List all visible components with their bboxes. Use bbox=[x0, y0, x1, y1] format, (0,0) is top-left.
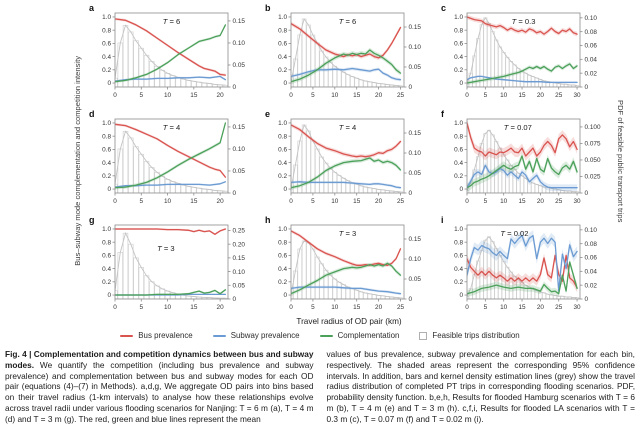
svg-text:0.6: 0.6 bbox=[278, 146, 287, 154]
svg-text:20: 20 bbox=[375, 92, 383, 99]
y-axis-left bbox=[278, 14, 291, 87]
svg-text:0.05: 0.05 bbox=[232, 282, 245, 290]
svg-text:0.6: 0.6 bbox=[454, 146, 463, 154]
svg-text:0: 0 bbox=[465, 92, 469, 99]
panel-letter: g bbox=[89, 215, 95, 225]
svg-text:10: 10 bbox=[331, 304, 339, 311]
x-axis-label: Travel radius of OD pair (km) bbox=[296, 317, 402, 326]
panel-t-label: T = 4 bbox=[338, 123, 357, 132]
svg-text:5: 5 bbox=[311, 198, 315, 205]
svg-text:1.0: 1.0 bbox=[454, 14, 463, 22]
panel-h bbox=[261, 214, 437, 320]
svg-text:0: 0 bbox=[408, 190, 413, 198]
svg-text:0: 0 bbox=[232, 84, 237, 92]
svg-text:1.0: 1.0 bbox=[454, 120, 463, 128]
svg-text:0: 0 bbox=[113, 198, 117, 205]
svg-text:0.8: 0.8 bbox=[278, 239, 287, 247]
y-axis-left bbox=[454, 120, 467, 193]
y-axis-label-right: PDF of feasible public transport trips bbox=[616, 99, 625, 223]
svg-text:10: 10 bbox=[500, 304, 508, 311]
svg-text:15: 15 bbox=[353, 304, 361, 311]
panel-c-chart bbox=[437, 2, 613, 108]
svg-text:20: 20 bbox=[216, 304, 224, 311]
y-axis-left bbox=[278, 120, 291, 193]
y-axis-left bbox=[102, 120, 115, 193]
svg-text:25: 25 bbox=[396, 198, 405, 205]
svg-text:5: 5 bbox=[311, 92, 315, 99]
svg-text:1.0: 1.0 bbox=[102, 226, 111, 234]
svg-text:1.0: 1.0 bbox=[454, 226, 463, 234]
x-axis bbox=[113, 87, 224, 99]
svg-text:15: 15 bbox=[190, 304, 198, 311]
svg-text:0.075: 0.075 bbox=[584, 140, 601, 148]
svg-text:0: 0 bbox=[459, 80, 463, 88]
panel-d bbox=[85, 108, 261, 214]
svg-text:0: 0 bbox=[465, 304, 469, 311]
panel-b bbox=[261, 2, 437, 108]
svg-text:0.10: 0.10 bbox=[232, 268, 245, 276]
x-axis bbox=[113, 299, 224, 311]
svg-text:1.0: 1.0 bbox=[278, 14, 287, 22]
svg-text:15: 15 bbox=[190, 92, 198, 99]
svg-text:0: 0 bbox=[465, 198, 469, 205]
y-axis-right bbox=[580, 227, 597, 303]
svg-text:0.4: 0.4 bbox=[278, 159, 287, 167]
svg-text:10: 10 bbox=[164, 92, 172, 99]
svg-text:0: 0 bbox=[283, 292, 287, 300]
panel-c bbox=[437, 2, 613, 108]
legend-line-swatch bbox=[120, 335, 133, 337]
svg-text:15: 15 bbox=[518, 198, 526, 205]
svg-text:0.8: 0.8 bbox=[278, 133, 287, 141]
svg-text:0: 0 bbox=[584, 84, 589, 92]
panel-letter: b bbox=[265, 3, 271, 13]
svg-text:5: 5 bbox=[139, 304, 144, 311]
svg-text:0: 0 bbox=[289, 198, 293, 205]
panel-t-label: T = 3 bbox=[338, 229, 357, 238]
svg-text:0.05: 0.05 bbox=[408, 276, 421, 284]
svg-text:0.2: 0.2 bbox=[454, 67, 463, 75]
svg-text:0.4: 0.4 bbox=[454, 159, 463, 167]
svg-text:0.8: 0.8 bbox=[102, 239, 111, 247]
svg-text:20: 20 bbox=[375, 304, 383, 311]
svg-text:5: 5 bbox=[311, 304, 315, 311]
svg-text:30: 30 bbox=[573, 92, 581, 99]
svg-text:0.8: 0.8 bbox=[102, 27, 111, 35]
svg-text:0.25: 0.25 bbox=[232, 227, 245, 235]
svg-text:5: 5 bbox=[139, 92, 144, 99]
complementation-line bbox=[115, 123, 225, 188]
y-axis-left bbox=[454, 226, 467, 299]
svg-text:5: 5 bbox=[483, 92, 488, 99]
svg-text:0.15: 0.15 bbox=[408, 24, 421, 32]
svg-text:0.4: 0.4 bbox=[278, 53, 287, 61]
svg-text:0: 0 bbox=[107, 186, 111, 194]
svg-text:0.8: 0.8 bbox=[454, 239, 463, 247]
svg-text:0.6: 0.6 bbox=[278, 40, 287, 48]
svg-text:0: 0 bbox=[283, 186, 287, 194]
chart-zone bbox=[70, 2, 640, 320]
svg-text:0.2: 0.2 bbox=[278, 67, 287, 75]
figure4 bbox=[0, 2, 640, 442]
panel-t-label: T = 6 bbox=[338, 17, 357, 26]
svg-text:0: 0 bbox=[408, 296, 413, 304]
panel-t-label: T = 0.07 bbox=[503, 123, 532, 132]
panel-e-chart bbox=[261, 108, 437, 214]
svg-text:10: 10 bbox=[164, 304, 172, 311]
panel-b-chart bbox=[261, 2, 437, 108]
svg-text:15: 15 bbox=[190, 198, 198, 205]
panel-g bbox=[85, 214, 261, 320]
svg-text:0.05: 0.05 bbox=[408, 64, 421, 72]
svg-text:0.15: 0.15 bbox=[232, 255, 245, 263]
y-axis-left bbox=[102, 226, 115, 299]
svg-text:10: 10 bbox=[500, 198, 508, 205]
svg-text:0.2: 0.2 bbox=[278, 279, 287, 287]
svg-text:0.8: 0.8 bbox=[454, 27, 463, 35]
panel-letter: e bbox=[265, 109, 271, 119]
svg-text:10: 10 bbox=[331, 198, 339, 205]
legend-item-subway-prevalence bbox=[213, 331, 300, 340]
panel-g-chart bbox=[85, 214, 261, 320]
svg-text:25: 25 bbox=[555, 92, 563, 99]
svg-text:0.10: 0.10 bbox=[584, 15, 597, 23]
x-axis bbox=[465, 193, 581, 205]
svg-text:20: 20 bbox=[375, 198, 383, 205]
svg-text:0: 0 bbox=[584, 296, 589, 304]
svg-text:0: 0 bbox=[283, 80, 287, 88]
svg-text:0.15: 0.15 bbox=[232, 18, 245, 26]
legend-item-feasible-trips-distribution bbox=[419, 331, 519, 340]
y-axis-right bbox=[228, 228, 245, 304]
svg-text:15: 15 bbox=[518, 304, 526, 311]
svg-text:0: 0 bbox=[113, 92, 117, 99]
svg-text:0.8: 0.8 bbox=[278, 27, 287, 35]
svg-text:5: 5 bbox=[483, 304, 488, 311]
svg-text:5: 5 bbox=[483, 198, 488, 205]
svg-text:0.8: 0.8 bbox=[102, 133, 111, 141]
svg-text:20: 20 bbox=[536, 92, 544, 99]
svg-text:0.05: 0.05 bbox=[232, 62, 245, 70]
svg-text:0.15: 0.15 bbox=[408, 236, 421, 244]
kde-line bbox=[115, 233, 225, 298]
legend-item-bus-prevalence bbox=[120, 331, 192, 340]
svg-text:0.2: 0.2 bbox=[454, 279, 463, 287]
legend-label: Complementation bbox=[337, 331, 400, 340]
legend-label: Bus prevalence bbox=[138, 331, 193, 340]
svg-text:0: 0 bbox=[289, 92, 293, 99]
svg-text:0.10: 0.10 bbox=[584, 227, 597, 235]
panel-t-label: T = 6 bbox=[162, 17, 181, 26]
bus-prevalence-line bbox=[115, 19, 225, 75]
panel-e bbox=[261, 108, 437, 214]
svg-text:0.4: 0.4 bbox=[454, 265, 463, 273]
panel-h-chart bbox=[261, 214, 437, 320]
y-axis-left bbox=[278, 226, 291, 299]
x-axis bbox=[289, 299, 404, 311]
y-axis-left bbox=[454, 14, 467, 87]
svg-text:0: 0 bbox=[107, 80, 111, 88]
svg-text:0.20: 0.20 bbox=[232, 241, 245, 249]
svg-text:0.02: 0.02 bbox=[584, 70, 597, 78]
svg-text:20: 20 bbox=[216, 92, 224, 99]
panel-t-label: T = 0.3 bbox=[511, 17, 536, 26]
svg-text:5: 5 bbox=[139, 198, 144, 205]
panel-letter: a bbox=[89, 3, 95, 13]
legend-label: Subway prevalence bbox=[230, 331, 300, 340]
svg-text:0.2: 0.2 bbox=[102, 173, 111, 181]
panel-letter: c bbox=[441, 3, 447, 13]
legend bbox=[0, 331, 640, 340]
svg-text:1.0: 1.0 bbox=[278, 120, 287, 128]
svg-text:0.4: 0.4 bbox=[102, 159, 111, 167]
y-axis-left bbox=[102, 14, 115, 87]
svg-text:0.6: 0.6 bbox=[278, 252, 287, 260]
svg-text:10: 10 bbox=[500, 92, 508, 99]
panel-grid bbox=[85, 2, 613, 320]
svg-text:0: 0 bbox=[289, 304, 293, 311]
svg-text:0.2: 0.2 bbox=[102, 67, 111, 75]
panel-t-label: T = 3 bbox=[157, 244, 175, 253]
panel-a-chart bbox=[85, 2, 261, 108]
svg-text:0.6: 0.6 bbox=[102, 146, 111, 154]
svg-text:0.6: 0.6 bbox=[102, 252, 111, 260]
svg-text:10: 10 bbox=[331, 92, 339, 99]
svg-text:0: 0 bbox=[459, 186, 463, 194]
svg-text:0.4: 0.4 bbox=[102, 265, 111, 273]
x-axis bbox=[289, 87, 404, 99]
x-axis bbox=[465, 87, 581, 99]
svg-text:0.025: 0.025 bbox=[584, 173, 601, 181]
caption-left-text: We quantify the competition (including bus prevalence and subway prevalence) and complementation between bus and subway modes for each OD pair (equations (4)–(7) in Methods). a,d,g, We aggregate OD pairs into bins based on their travel radius (1-km intervals) to analyse how these relationships evolve across travel radii under various flooding scenarios for Nanjing: T = 6 m (a), T = 4 m (d) and T = 3 m (g). The red, green and blue lines represent the mean bbox=[5, 359, 314, 424]
x-axis bbox=[113, 193, 224, 205]
svg-text:0.050: 0.050 bbox=[584, 157, 601, 165]
svg-text:0.10: 0.10 bbox=[232, 146, 245, 154]
svg-text:0: 0 bbox=[113, 304, 117, 311]
svg-text:0: 0 bbox=[408, 84, 413, 92]
svg-text:30: 30 bbox=[573, 198, 581, 205]
svg-text:0.4: 0.4 bbox=[278, 265, 287, 273]
panel-a bbox=[85, 2, 261, 108]
legend-box-swatch bbox=[419, 332, 427, 340]
y-axis-right bbox=[404, 236, 421, 303]
panel-letter: h bbox=[265, 215, 271, 225]
svg-text:15: 15 bbox=[353, 198, 361, 205]
svg-text:20: 20 bbox=[216, 198, 224, 205]
svg-text:0: 0 bbox=[232, 296, 237, 304]
svg-text:0.10: 0.10 bbox=[232, 40, 245, 48]
panel-t-label: T = 0.02 bbox=[500, 229, 529, 238]
svg-text:1.0: 1.0 bbox=[102, 120, 111, 128]
svg-text:0.4: 0.4 bbox=[454, 53, 463, 61]
svg-text:0.05: 0.05 bbox=[232, 168, 245, 176]
svg-text:25: 25 bbox=[396, 92, 405, 99]
y-axis-right bbox=[580, 15, 597, 91]
svg-text:0.10: 0.10 bbox=[408, 150, 421, 158]
y-axis-label-left-wrap bbox=[70, 2, 85, 320]
svg-text:0.10: 0.10 bbox=[408, 44, 421, 52]
legend-item-complementation bbox=[320, 331, 400, 340]
legend-line-swatch bbox=[320, 335, 333, 337]
y-axis-right bbox=[404, 24, 421, 91]
svg-text:0: 0 bbox=[459, 292, 463, 300]
svg-text:0.2: 0.2 bbox=[102, 279, 111, 287]
panel-letter: i bbox=[441, 215, 444, 225]
y-axis-right bbox=[228, 124, 245, 197]
panel-f-chart bbox=[437, 108, 613, 214]
caption-left-column bbox=[5, 349, 314, 424]
svg-text:0.05: 0.05 bbox=[408, 170, 421, 178]
svg-text:0.4: 0.4 bbox=[102, 53, 111, 61]
svg-text:0.06: 0.06 bbox=[584, 254, 597, 262]
svg-text:0.08: 0.08 bbox=[584, 28, 597, 36]
y-axis-right bbox=[404, 130, 421, 197]
svg-text:0.100: 0.100 bbox=[584, 124, 601, 132]
x-axis bbox=[465, 299, 581, 311]
svg-text:0: 0 bbox=[232, 190, 237, 198]
svg-text:0.15: 0.15 bbox=[232, 124, 245, 132]
svg-text:0.06: 0.06 bbox=[584, 42, 597, 50]
panel-i-chart bbox=[437, 214, 613, 320]
svg-text:0.02: 0.02 bbox=[584, 282, 597, 290]
panel-letter: d bbox=[89, 109, 95, 119]
svg-text:0.2: 0.2 bbox=[278, 173, 287, 181]
svg-text:0.04: 0.04 bbox=[584, 268, 597, 276]
svg-text:30: 30 bbox=[573, 304, 581, 311]
svg-text:0.6: 0.6 bbox=[454, 40, 463, 48]
caption bbox=[0, 349, 640, 424]
svg-text:10: 10 bbox=[164, 198, 172, 205]
svg-text:1.0: 1.0 bbox=[278, 226, 287, 234]
svg-text:25: 25 bbox=[555, 304, 563, 311]
svg-text:15: 15 bbox=[353, 92, 361, 99]
svg-text:0.2: 0.2 bbox=[454, 173, 463, 181]
svg-text:15: 15 bbox=[518, 92, 526, 99]
svg-text:1.0: 1.0 bbox=[102, 14, 111, 22]
svg-text:0.04: 0.04 bbox=[584, 56, 597, 64]
caption-title: Fig. 4 | Complementation and competition dynamics between bus and subway modes. bbox=[5, 349, 314, 370]
y-axis-label-right-wrap bbox=[613, 2, 628, 320]
svg-text:20: 20 bbox=[536, 304, 544, 311]
legend-label: Feasible trips distribution bbox=[432, 331, 520, 340]
svg-text:0.08: 0.08 bbox=[584, 240, 597, 248]
svg-text:0.8: 0.8 bbox=[454, 133, 463, 141]
svg-text:0.15: 0.15 bbox=[408, 130, 421, 138]
panel-t-label: T = 4 bbox=[162, 123, 181, 132]
svg-text:0: 0 bbox=[107, 292, 111, 300]
svg-text:0.6: 0.6 bbox=[454, 252, 463, 260]
svg-text:0.10: 0.10 bbox=[408, 256, 421, 264]
panel-i bbox=[437, 214, 613, 320]
caption-right-column: values of bus prevalence, subway prevalence and complementation for each bin, respectively. The shaded areas represent the corresponding 95% confidence intervals. In addition, bars and kernel density estimation lines (grey) show the travel radius distribution of completed PT trips in corresponding flooding scenarios. PDF, probability density function. b,e,h, Results for flooded Hamburg scenarios with T = 6 m (b), T = 4 m (e) and T = 3 m (h). c,f,i, Results for flooded LA scenarios with T = 0.3 m (c), T = 0.07 m (f) and T = 0.02 m (i). bbox=[326, 349, 635, 424]
legend-line-swatch bbox=[213, 335, 226, 337]
panel-f bbox=[437, 108, 613, 214]
y-axis-label-left: Bus–subway mode complementation and competition intensity bbox=[73, 56, 82, 266]
x-axis bbox=[289, 193, 404, 205]
svg-text:25: 25 bbox=[396, 304, 405, 311]
panel-d-chart bbox=[85, 108, 261, 214]
svg-text:20: 20 bbox=[536, 198, 544, 205]
y-axis-right bbox=[580, 124, 601, 197]
panel-letter: f bbox=[441, 109, 444, 119]
svg-text:0: 0 bbox=[584, 190, 589, 198]
y-axis-right bbox=[228, 18, 245, 91]
svg-text:25: 25 bbox=[555, 198, 563, 205]
series-group bbox=[115, 228, 225, 296]
svg-text:0.6: 0.6 bbox=[102, 40, 111, 48]
